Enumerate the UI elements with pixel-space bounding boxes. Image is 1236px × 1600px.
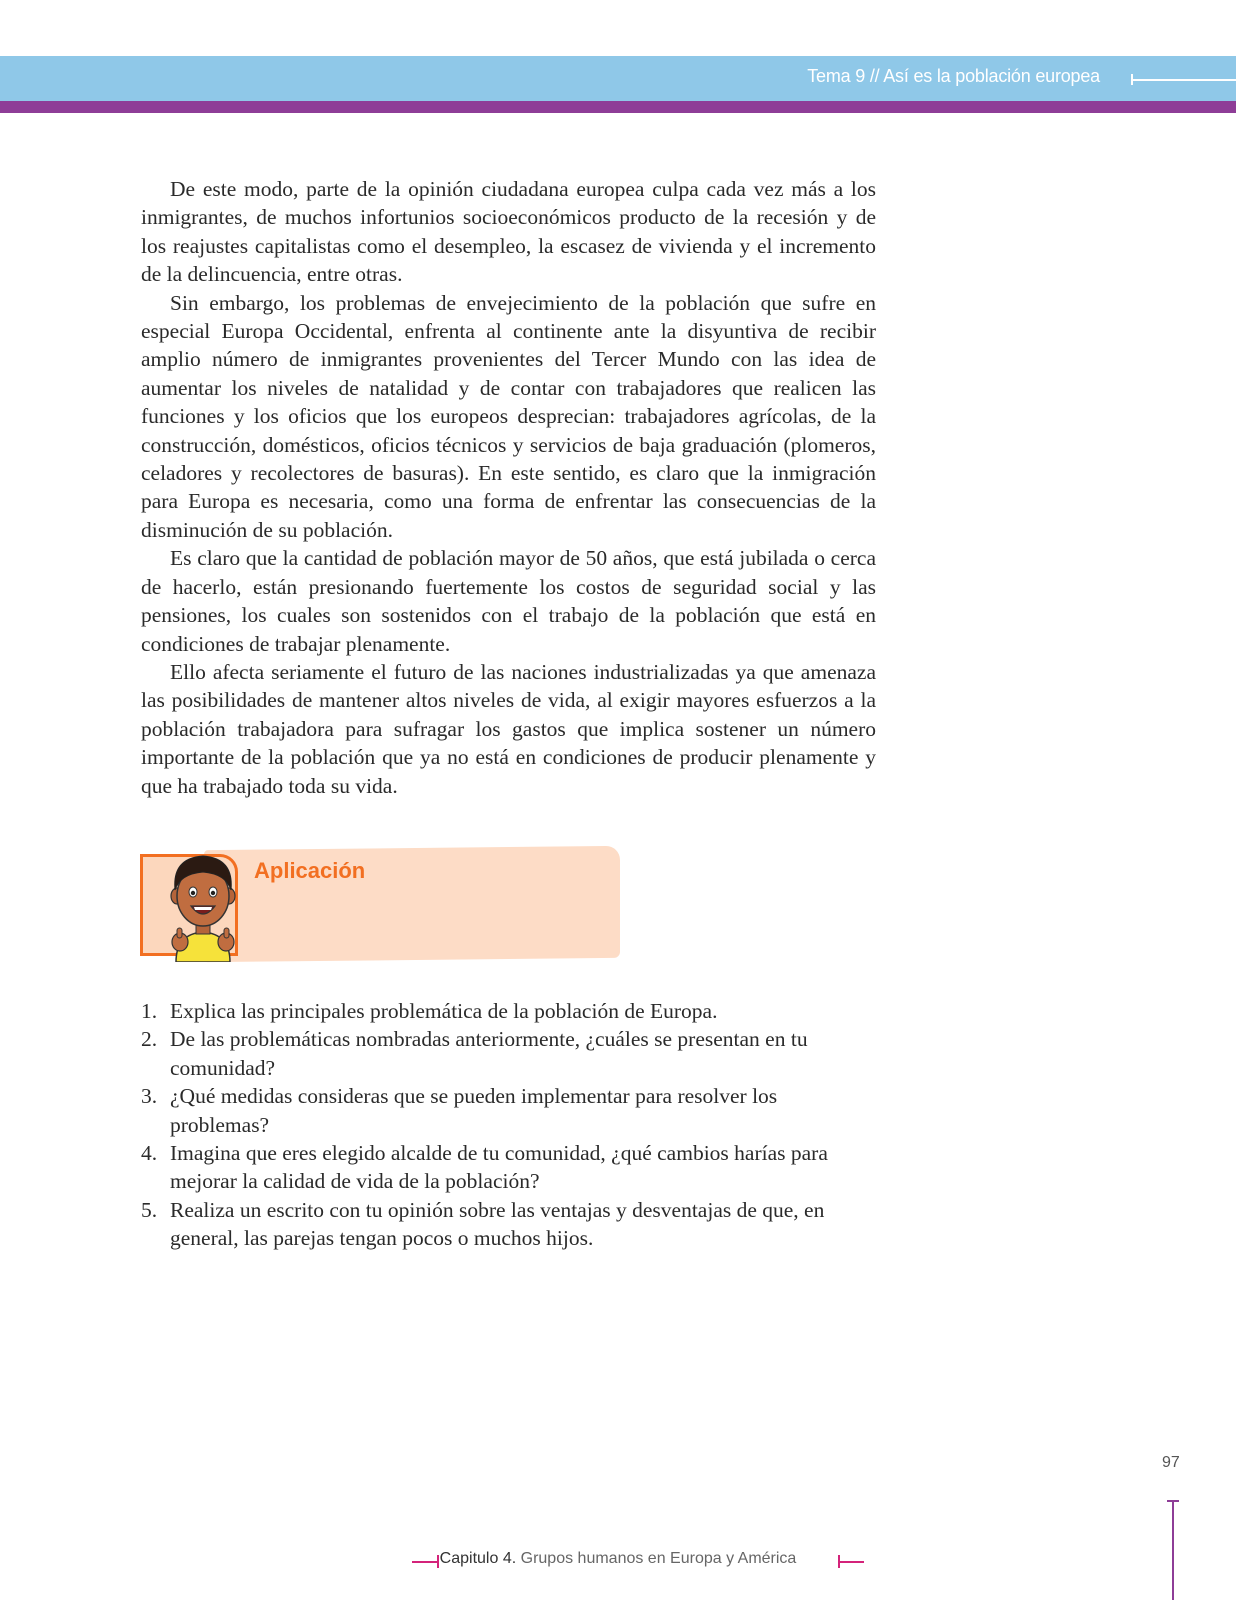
item-number: 2. bbox=[141, 1027, 158, 1052]
header-stripe bbox=[0, 101, 1236, 113]
paragraph: De este modo, parte de la opinión ciudadana europea culpa cada vez más a los inmigrantes, de muchos infortunios socioeconómicos producto de la recesión y de los reajustes capitalistas como el desempleo, la escasez de vivienda y el incremento de la delincuencia, entre otras. bbox=[141, 177, 876, 287]
item-number: 5. bbox=[141, 1197, 158, 1222]
item-number: 1. bbox=[141, 999, 158, 1023]
list-item bbox=[141, 1025, 881, 1082]
item-text: ¿Qué medidas consideras que se pueden implementar para resolver los problemas? bbox=[170, 1084, 778, 1137]
questions-list bbox=[141, 997, 881, 1253]
page-number: 97 bbox=[1162, 1454, 1180, 1471]
body-text bbox=[141, 175, 876, 800]
student-boy-icon bbox=[158, 846, 248, 962]
section-title: Tema 9 // Así es la población europea bbox=[807, 66, 1100, 86]
item-number: 3. bbox=[141, 1084, 158, 1109]
item-text: Realiza un escrito con tu opinión sobre las ventajas y desventajas de que, en general, las parejas tengan pocos o muchos hijos. bbox=[170, 1197, 825, 1251]
chapter-title: Grupos humanos en Europa y América bbox=[520, 1550, 797, 1567]
aplicacion-title: Aplicación bbox=[254, 858, 366, 883]
list-item bbox=[141, 997, 881, 1025]
header-rule bbox=[1132, 79, 1236, 81]
paragraph: Sin embargo, los problemas de envejecimiento de la población que sufre en especial Europa Occidental, enfrenta al continente ante la disyuntiva de recibir amplio número de inmigrantes provenientes del Tercer Mundo con las idea de aumentar los niveles de natalidad y de contar con trabajadores que realicen las funciones y los oficios que los europeos desprecian: trabajadores agrícolas, de la construcción, domésticos, oficios técnicos y servicios de baja graduación (plomeros, celadores y recolectores de basuras). En este sentido, es claro que la inmigración para Europa es necesaria, como una forma de enfrentar las consecuencias de la disminución de su población. bbox=[141, 290, 876, 542]
footer-rule-right bbox=[838, 1561, 864, 1563]
footer-text bbox=[0, 1550, 1236, 1568]
item-number: 4. bbox=[141, 1141, 158, 1166]
paragraph: Ello afecta seriamente el futuro de las naciones industrializadas ya que amenaza las posibilidades de mantener altos niveles de vida, al exigir mayores esfuerzos a la población trabajadora para sufragar los gastos que implica sostener un número importante de la población que ya no está en condiciones de producir plenamente y que ha trabajado toda su vida. bbox=[141, 659, 876, 798]
list-item bbox=[141, 1196, 881, 1253]
item-text: De las problemáticas nombradas anteriormente, ¿cuáles se presentan en tu comunidad? bbox=[170, 1027, 808, 1080]
aplicacion-box bbox=[140, 846, 622, 961]
paragraph: Es claro que la cantidad de población mayor de 50 años, que está jubilada o cerca de hacerlo, están presionando fuertemente los costos de seguridad social y las pensiones, los cuales son sostenidos con el trabajo de la población que está en condiciones de trabajar plenamente. bbox=[141, 546, 876, 656]
list-item bbox=[141, 1139, 881, 1196]
chapter-label: Capitulo 4. bbox=[439, 1550, 517, 1567]
item-text: Explica las principales problemática de la población de Europa. bbox=[170, 999, 718, 1023]
list-item bbox=[141, 1082, 881, 1139]
item-text: Imagina que eres elegido alcalde de tu comunidad, ¿qué cambios harías para mejorar la calidad de vida de la población? bbox=[170, 1141, 828, 1194]
